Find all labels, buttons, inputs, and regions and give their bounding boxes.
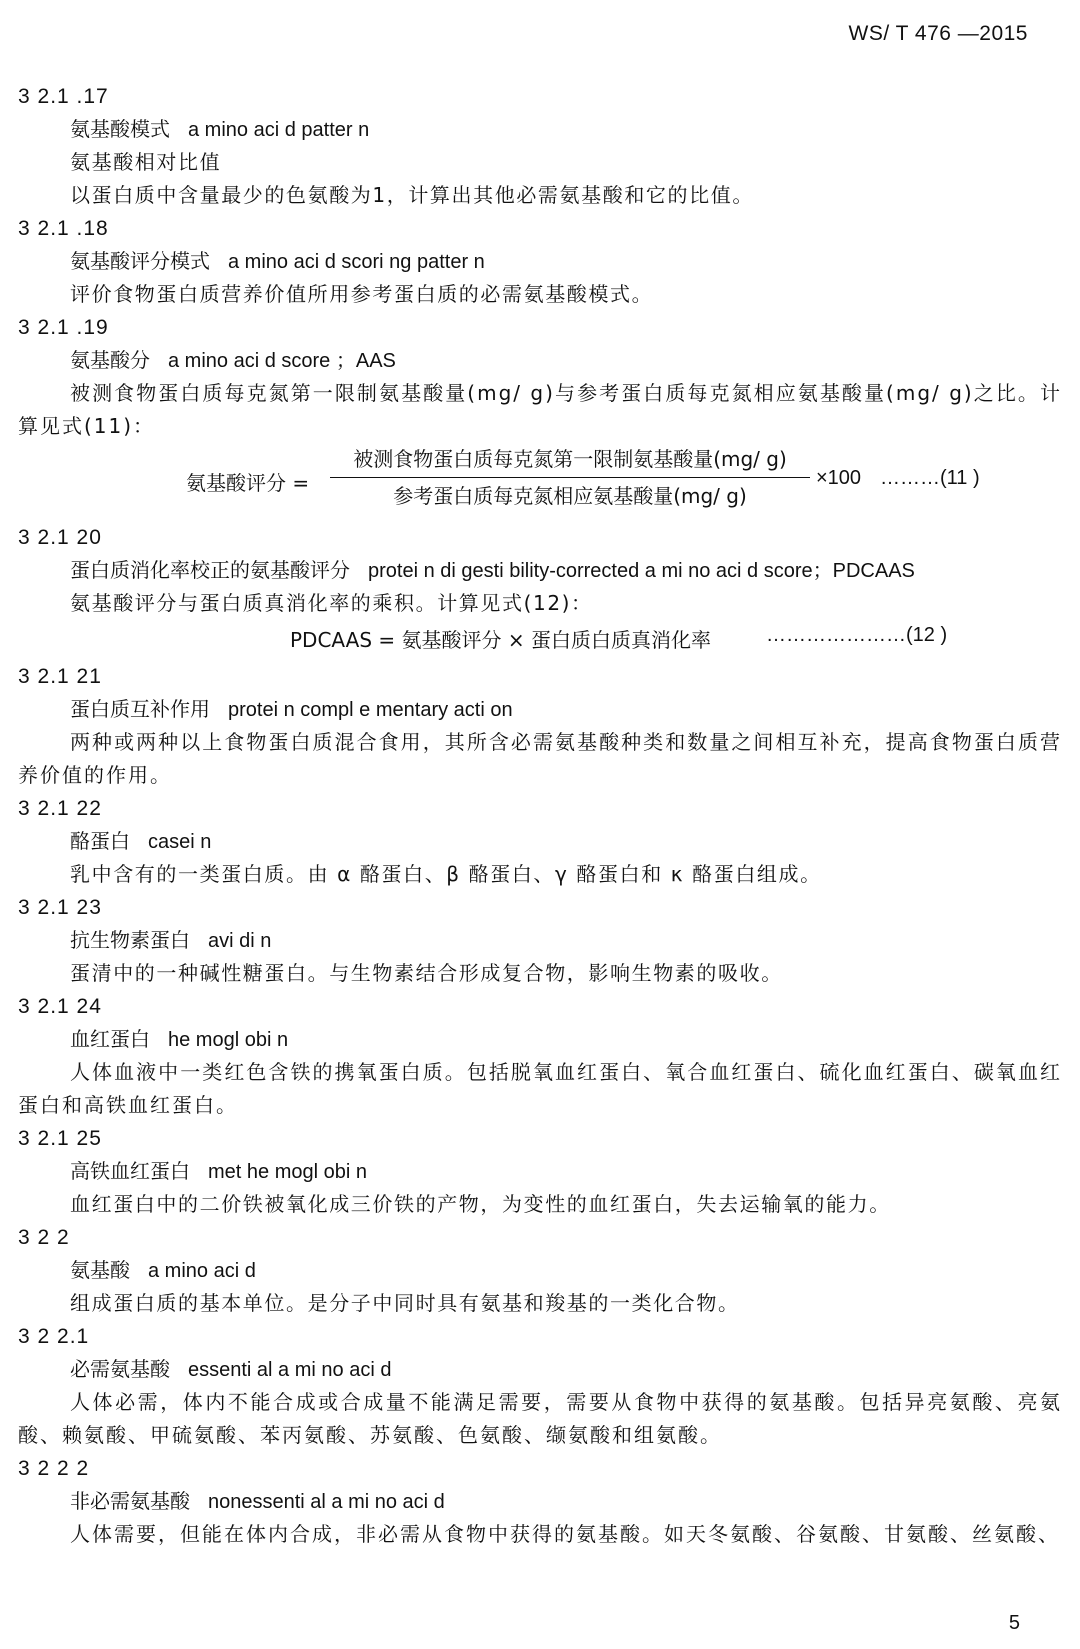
definition: 氨基酸评分与蛋白质真消化率的乘积。计算见式(12)： [70, 591, 593, 615]
definition: 蛋清中的一种碱性糖蛋白。与生物素结合形成复合物，影响生物素的吸收。 [70, 961, 783, 985]
clause-number: 3 2.1 21 [18, 665, 102, 688]
term-zh: 氨基酸评分模式 [70, 249, 210, 273]
definition: 两种或两种以上食物蛋白质混合食用，其所含必需氨基酸种类和数量之间相互补充，提高食物蛋白质营养价值的作用。 [18, 730, 1062, 787]
definition: 以蛋白质中含量最少的色氨酸为1，计算出其他必需氨基酸和它的比值。 [70, 183, 754, 207]
definition: 乳中含有的一类蛋白质。由 α 酪蛋白、β 酪蛋白、γ 酪蛋白和 κ 酪蛋白组成。 [70, 862, 822, 886]
term-zh: 蛋白质消化率校正的氨基酸评分 [70, 558, 350, 582]
term-en: a mino aci d scori ng patter n [228, 251, 485, 273]
term-heading [18, 924, 1062, 957]
clause-number: 3 2.1 23 [18, 896, 102, 919]
term-heading [18, 1023, 1062, 1056]
document-body [18, 80, 1062, 1551]
clause-number: 3 2.1 24 [18, 995, 102, 1018]
term-en: avi di n [208, 930, 272, 952]
term-heading [18, 1254, 1062, 1287]
term-zh: 蛋白质互补作用 [70, 697, 210, 721]
equation-number: ………(11 ) [880, 467, 980, 489]
term-zh: 非必需氨基酸 [70, 1489, 190, 1513]
term-zh: 必需氨基酸 [70, 1357, 170, 1381]
term-en: a mino aci d patter n [188, 119, 370, 141]
equation-number: …………………(12 ) [766, 624, 948, 646]
formula-fraction [330, 443, 810, 512]
term-heading [18, 1155, 1062, 1188]
clause-number: 3 2 2.1 [18, 1325, 90, 1348]
term-heading [18, 1485, 1062, 1518]
term-en: protei n compl e mentary acti on [228, 699, 513, 721]
definition: 被测食物蛋白质每克氮第一限制氨基酸量(mg/ g)与参考蛋白质每克氮相应氨基酸量(mg/ g)之比。计算见式(11)： [18, 381, 1062, 438]
synonym: 氨基酸相对比值 [70, 150, 222, 174]
term-heading [18, 825, 1062, 858]
clause-number: 3 2.1 .19 [18, 316, 109, 339]
term-zh: 氨基酸模式 [70, 117, 170, 141]
term-en: nonessenti al a mi no aci d [208, 1491, 445, 1513]
formula-12 [18, 620, 1062, 660]
term-zh: 血红蛋白 [70, 1027, 150, 1051]
clause-number: 3 2 2 2 [18, 1457, 90, 1480]
definition: 组成蛋白质的基本单位。是分子中同时具有氨基和羧基的一类化合物。 [70, 1291, 740, 1315]
term-heading [18, 113, 1062, 146]
formula-multiplier: ×100 [816, 467, 862, 489]
formula-denominator: 参考蛋白质每克氮相应氨基酸量(mg/ g) [393, 484, 747, 508]
term-heading [18, 245, 1062, 278]
clause-number: 3 2.1 20 [18, 526, 102, 549]
term-zh: 抗生物素蛋白 [70, 928, 190, 952]
formula-expression: PDCAAS = 氨基酸评分 × 蛋白质白质真消化率 [290, 628, 711, 652]
clause-number: 3 2.1 22 [18, 797, 102, 820]
term-zh: 高铁血红蛋白 [70, 1159, 190, 1183]
term-heading [18, 344, 1062, 377]
clause-number: 3 2 2 [18, 1226, 70, 1249]
definition: 血红蛋白中的二价铁被氧化成三价铁的产物，为变性的血红蛋白，失去运输氧的能力。 [70, 1192, 891, 1216]
term-heading [18, 1353, 1062, 1386]
term-heading [18, 554, 1062, 587]
definition: 人体血液中一类红色含铁的携氧蛋白质。包括脱氧血红蛋白、氧合血红蛋白、硫化血红蛋白、碳氧血红蛋白和高铁血红蛋白。 [18, 1060, 1062, 1117]
page-number: 5 [1008, 1612, 1020, 1634]
standard-number: WS/ T 476 —2015 [848, 22, 1028, 45]
term-zh: 酪蛋白 [70, 829, 130, 853]
term-heading [18, 693, 1062, 726]
term-en: casei n [148, 831, 212, 853]
term-zh: 氨基酸 [70, 1258, 130, 1282]
term-en: a mino aci d score ；AAS [168, 350, 396, 372]
formula-lhs: 氨基酸评分 = [186, 471, 310, 495]
term-en: essenti al a mi no aci d [188, 1359, 392, 1381]
term-en: a mino aci d [148, 1260, 256, 1282]
clause-number: 3 2.1 .18 [18, 217, 109, 240]
formula-numerator: 被测食物蛋白质每克氮第一限制氨基酸量(mg/ g) [330, 443, 810, 478]
definition: 人体需要，但能在体内合成，非必需从食物中获得的氨基酸。如天冬氨酸、谷氨酸、甘氨酸、丝氨酸、 [70, 1522, 1060, 1546]
definition: 人体必需，体内不能合成或合成量不能满足需要，需要从食物中获得的氨基酸。包括异亮氨酸、亮氨酸、赖氨酸、甲硫氨酸、苯丙氨酸、苏氨酸、色氨酸、缬氨酸和组氨酸。 [18, 1390, 1062, 1447]
definition: 评价食物蛋白质营养价值所用参考蛋白质的必需氨基酸模式。 [70, 282, 654, 306]
formula-11 [18, 443, 1062, 521]
clause-number: 3 2.1 .17 [18, 85, 109, 108]
term-zh: 氨基酸分 [70, 348, 150, 372]
term-en: met he mogl obi n [208, 1161, 367, 1183]
clause-number: 3 2.1 25 [18, 1127, 102, 1150]
term-en: he mogl obi n [168, 1029, 289, 1051]
term-en: protei n di gesti bility-corrected a mi no aci d score；PDCAAS [368, 560, 915, 582]
